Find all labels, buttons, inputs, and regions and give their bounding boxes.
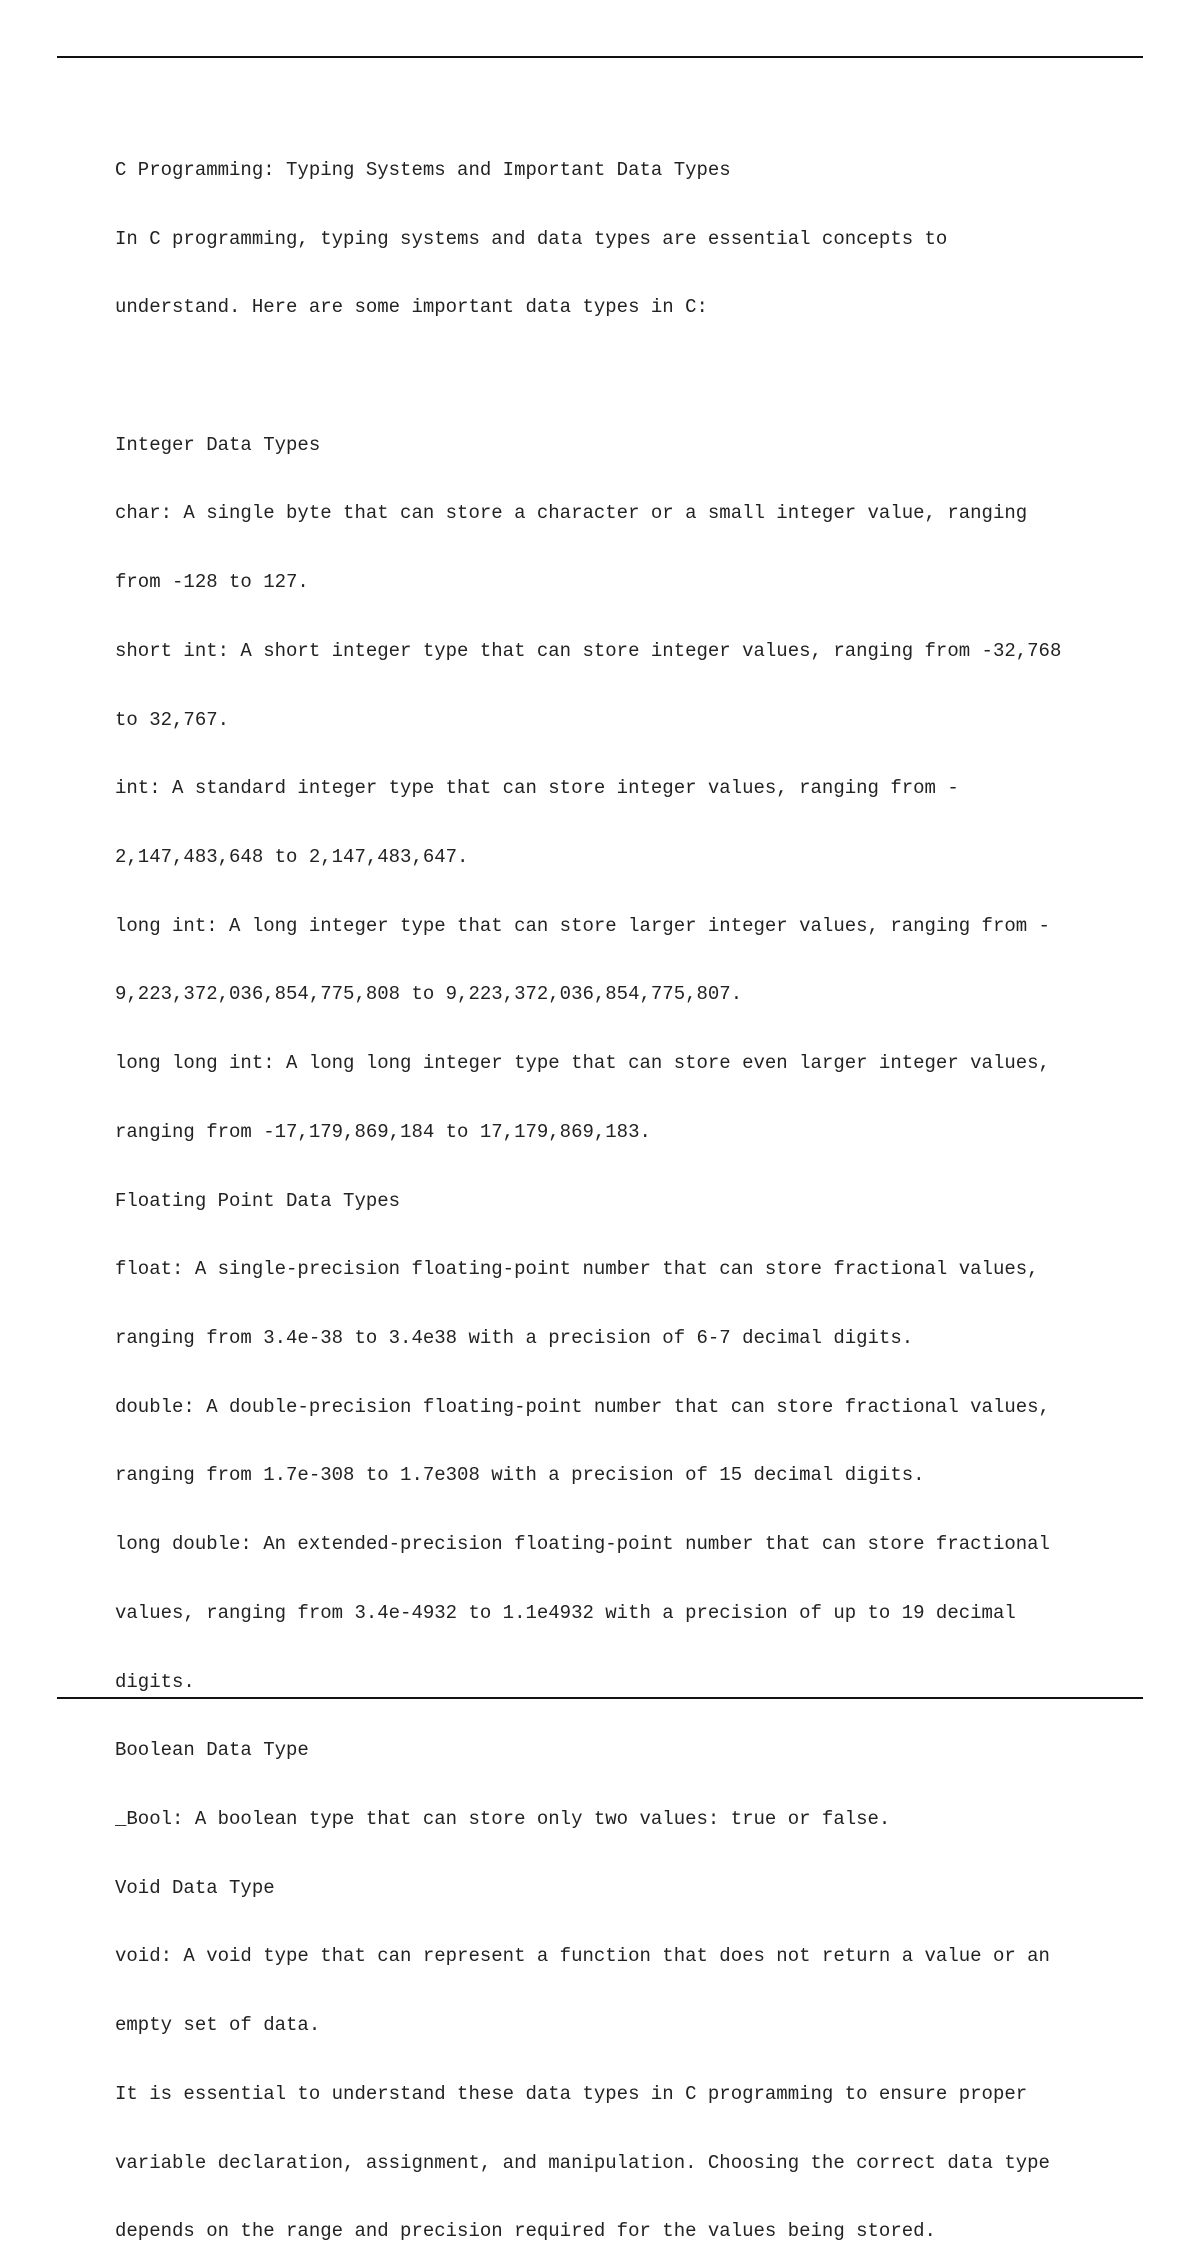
conclusion-line: It is essential to understand these data types in C programming to ensure proper: [115, 2082, 1028, 2105]
section-heading-boolean: Boolean Data Type: [115, 1739, 309, 1762]
text-line: 9,223,372,036,854,775,808 to 9,223,372,036,854,775,807.: [115, 983, 743, 1006]
text-line: void: A void type that can represent a function that does not return a value or an: [115, 1945, 1050, 1968]
text-line: char: A single byte that can store a character or a small integer value, ranging: [115, 502, 1028, 525]
text-line: to 32,767.: [115, 708, 230, 731]
document-body: [115, 113, 1175, 2266]
text-line: digits.: [115, 1670, 195, 1693]
section-heading-void: Void Data Type: [115, 1876, 275, 1899]
text-line: _Bool: A boolean type that can store only two values: true or false.: [115, 1808, 891, 1831]
text-line: int: A standard integer type that can store integer values, ranging from -: [115, 777, 959, 800]
section-heading-integer: Integer Data Types: [115, 433, 321, 456]
text-line: long double: An extended-precision floating-point number that can store fractional: [115, 1533, 1050, 1556]
conclusion-line: depends on the range and precision required for the values being stored.: [115, 2220, 936, 2243]
conclusion-line: variable declaration, assignment, and manipulation. Choosing the correct data type: [115, 2151, 1050, 2174]
intro-line: understand. Here are some important data types in C:: [115, 296, 708, 319]
text-line: ranging from 3.4e-38 to 3.4e38 with a precision of 6-7 decimal digits.: [115, 1327, 914, 1350]
text-line: 2,147,483,648 to 2,147,483,647.: [115, 845, 469, 868]
text-line: from -128 to 127.: [115, 571, 309, 594]
text-line: empty set of data.: [115, 2014, 321, 2037]
text-line: float: A single-precision floating-point number that can store fractional values,: [115, 1258, 1039, 1281]
top-rule: [57, 56, 1143, 58]
text-line: ranging from 1.7e-308 to 1.7e308 with a precision of 15 decimal digits.: [115, 1464, 925, 1487]
blank-line: [115, 365, 1175, 388]
bottom-rule: [57, 1697, 1143, 1699]
text-line: long long int: A long long integer type that can store even larger integer values,: [115, 1052, 1050, 1075]
document-title: C Programming: Typing Systems and Important Data Types: [115, 158, 731, 181]
section-heading-floating-point: Floating Point Data Types: [115, 1189, 401, 1212]
text-line: long int: A long integer type that can store larger integer values, ranging from -: [115, 914, 1050, 937]
text-line: double: A double-precision floating-point number that can store fractional values,: [115, 1395, 1050, 1418]
text-line: ranging from -17,179,869,184 to 17,179,869,183.: [115, 1120, 651, 1143]
text-line: values, ranging from 3.4e-4932 to 1.1e4932 with a precision of up to 19 decimal: [115, 1601, 1016, 1624]
intro-line: In C programming, typing systems and data types are essential concepts to: [115, 227, 948, 250]
text-line: short int: A short integer type that can store integer values, ranging from -32,768: [115, 639, 1062, 662]
